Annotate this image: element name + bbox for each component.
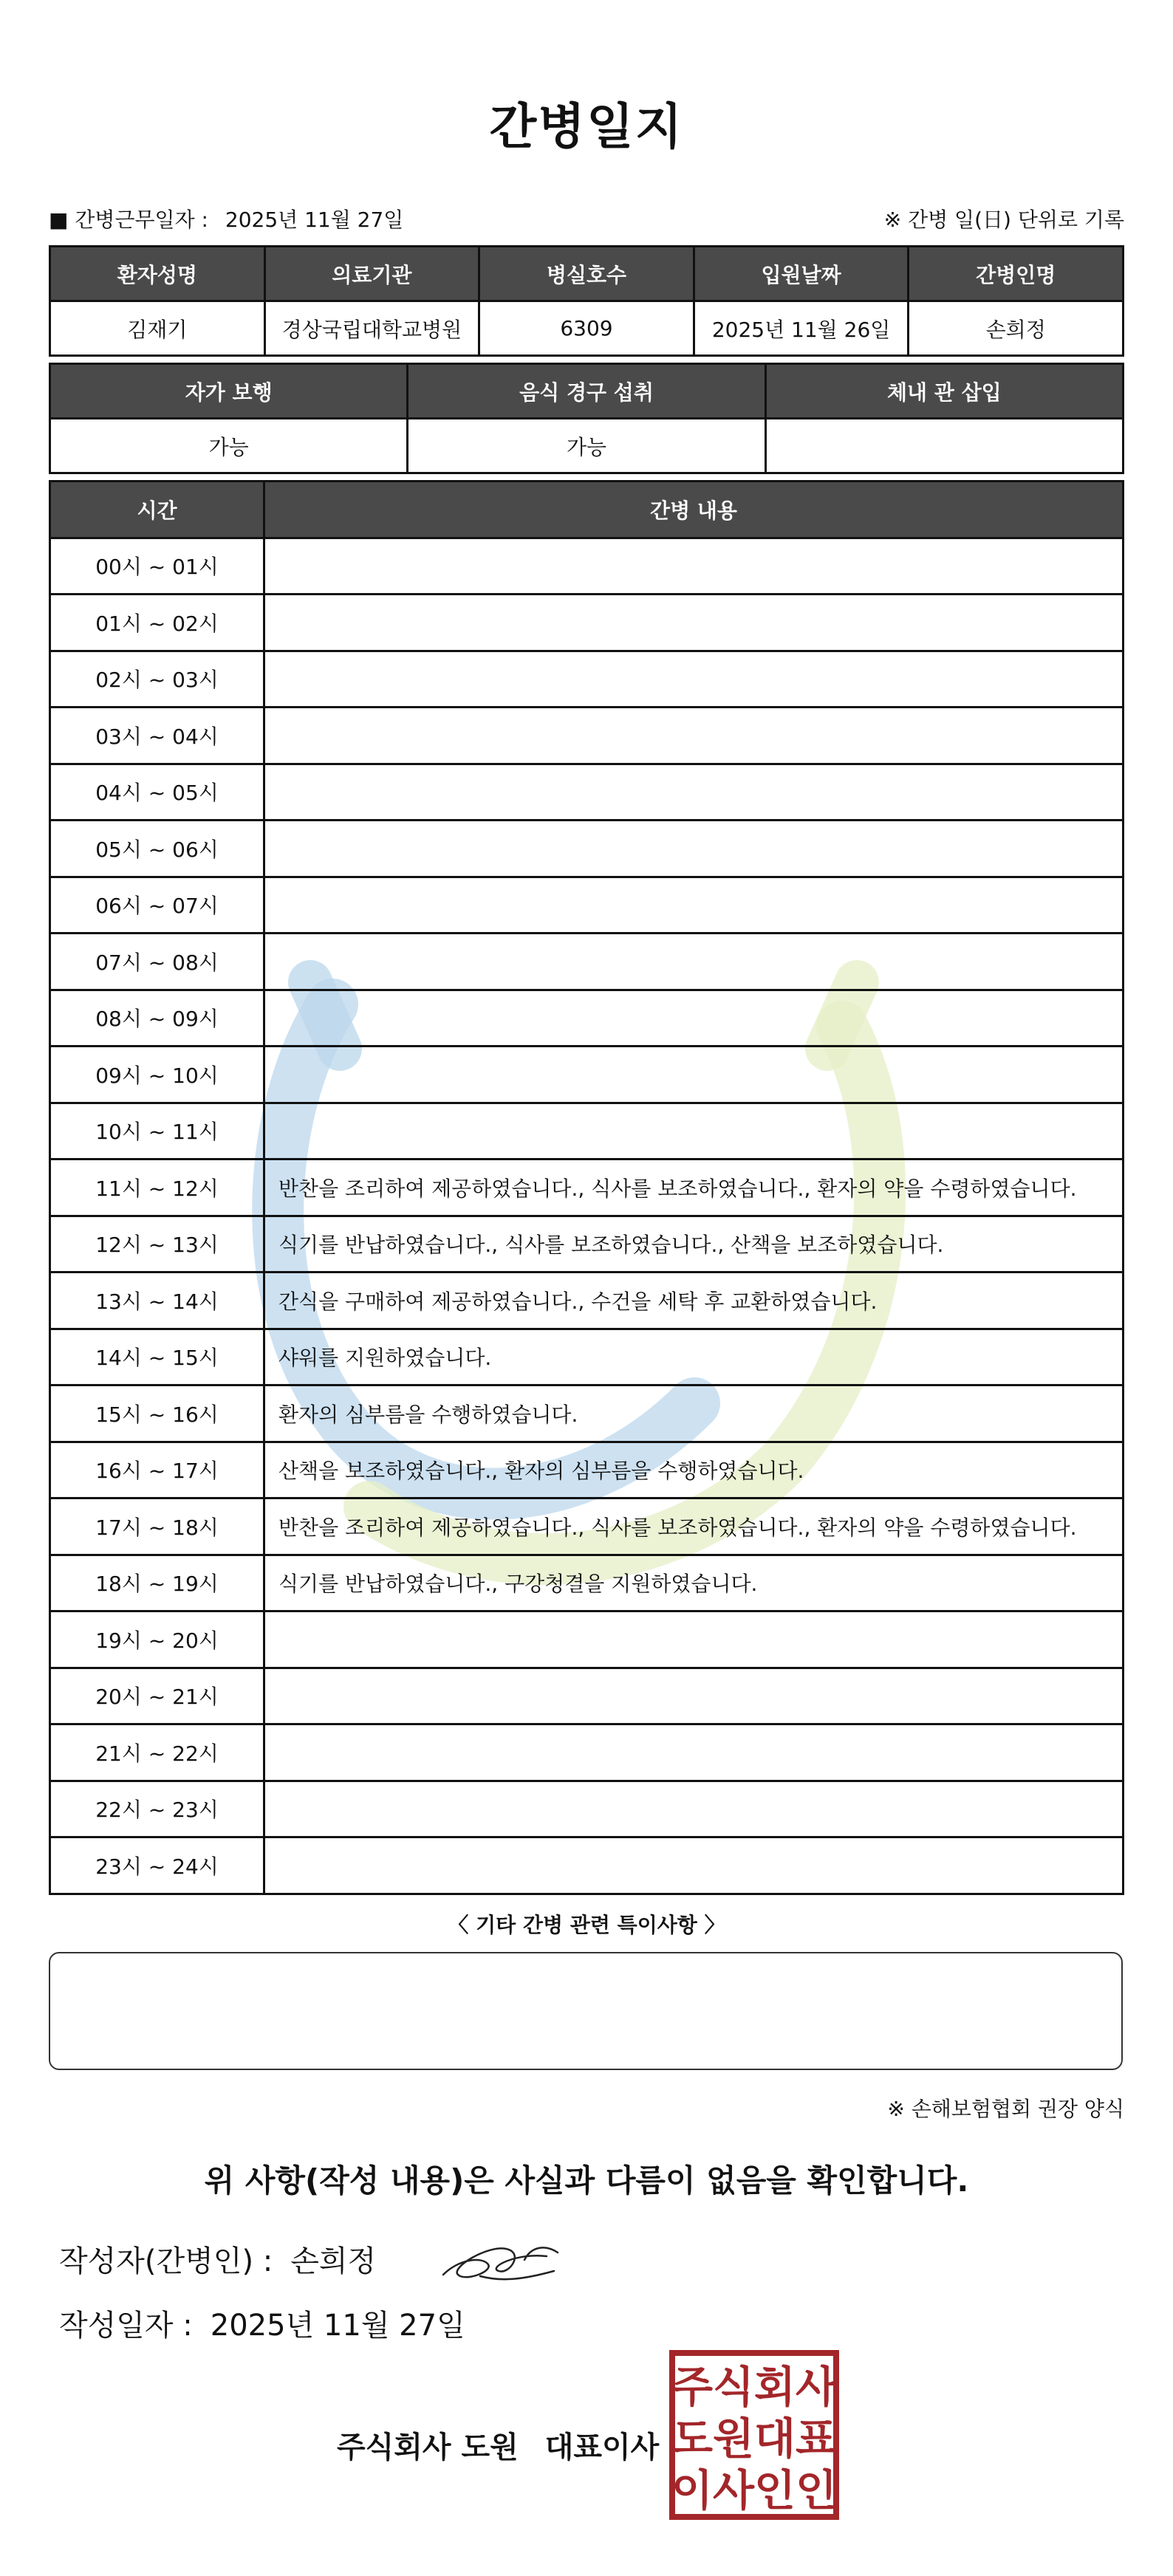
patient-name: 김재기	[50, 301, 265, 356]
time-slot: 05시 ~ 06시	[50, 821, 264, 877]
care-content: 식기를 반납하였습니다., 식사를 보조하였습니다., 산책을 보조하였습니다.	[264, 1216, 1124, 1272]
care-content	[264, 1046, 1124, 1103]
header-hospital: 의료기관	[264, 247, 479, 301]
care-content	[264, 990, 1124, 1046]
time-slot: 10시 ~ 11시	[50, 1103, 264, 1159]
care-log-row	[50, 934, 1124, 990]
care-content	[264, 1668, 1124, 1724]
patient-info-value-row	[50, 301, 1124, 356]
time-slot: 03시 ~ 04시	[50, 708, 264, 764]
time-slot: 04시 ~ 05시	[50, 764, 264, 821]
company-seal	[669, 2350, 839, 2520]
writer-name: 손희정	[290, 2244, 377, 2278]
time-slot: 12시 ~ 13시	[50, 1216, 264, 1272]
self-walking-value: 가능	[50, 419, 408, 473]
care-log-row	[50, 1385, 1124, 1442]
patient-info-header-row	[50, 247, 1124, 301]
time-slot: 21시 ~ 22시	[50, 1724, 264, 1781]
svg-text:주식회사: 주식회사	[671, 2362, 838, 2412]
care-content	[264, 708, 1124, 764]
care-log-header-row	[50, 482, 1124, 538]
care-log-row	[50, 1272, 1124, 1329]
confirmation-statement: 위 사항(작성 내용)은 사실과 다름이 없음을 확인합니다.	[204, 2162, 969, 2199]
care-log-row	[50, 1555, 1124, 1611]
care-log-body	[50, 538, 1124, 1894]
hospital-name: 경상국립대학교병원	[264, 301, 479, 356]
writer-line	[59, 2238, 376, 2280]
time-slot: 16시 ~ 17시	[50, 1442, 264, 1498]
care-log-table	[49, 480, 1124, 1895]
care-log-row	[50, 1216, 1124, 1272]
care-log-row	[50, 1159, 1124, 1216]
written-date-value: 2025년 11월 27일	[210, 2309, 465, 2343]
care-content: 반찬을 조리하여 제공하였습니다., 식사를 보조하였습니다., 환자의 약을 수령하였습니다.	[264, 1498, 1124, 1555]
time-slot: 19시 ~ 20시	[50, 1611, 264, 1668]
care-content	[264, 595, 1124, 651]
status-header-row	[50, 364, 1124, 419]
time-slot: 17시 ~ 18시	[50, 1498, 264, 1555]
care-content	[264, 1103, 1124, 1159]
care-log-row	[50, 1498, 1124, 1555]
care-content	[264, 1724, 1124, 1781]
care-log-row	[50, 1724, 1124, 1781]
time-slot: 00시 ~ 01시	[50, 538, 264, 595]
tube-insertion-value	[765, 419, 1123, 473]
caregiver-signature	[436, 2230, 561, 2289]
company-name: 주식회사 도원	[337, 2431, 519, 2464]
care-log-row	[50, 1611, 1124, 1668]
header-oral-intake: 음식 경구 섭취	[408, 364, 765, 419]
svg-text:이사인인: 이사인인	[671, 2465, 838, 2515]
association-note: ※ 손해보험협회 권장 양식	[887, 2097, 1124, 2121]
header-care-content: 간병 내용	[264, 482, 1124, 538]
time-slot: 20시 ~ 21시	[50, 1668, 264, 1724]
time-slot: 09시 ~ 10시	[50, 1046, 264, 1103]
header-self-walking: 자가 보행	[50, 364, 408, 419]
time-slot: 02시 ~ 03시	[50, 651, 264, 708]
care-log-row	[50, 1781, 1124, 1837]
written-date-line	[59, 2302, 465, 2344]
svg-text:도원대표: 도원대표	[671, 2414, 838, 2464]
remarks-title: 〈 기타 간병 관련 특이사항 〉	[448, 1913, 725, 1937]
care-content	[264, 1611, 1124, 1668]
header-admission-date: 입원날짜	[694, 247, 909, 301]
status-value-row	[50, 419, 1124, 473]
header-room-number: 병실호수	[479, 247, 694, 301]
written-date-label: 작성일자 :	[59, 2309, 193, 2343]
care-log-row	[50, 1668, 1124, 1724]
care-content: 환자의 심부름을 수행하였습니다.	[264, 1385, 1124, 1442]
care-log-row	[50, 595, 1124, 651]
care-content	[264, 1837, 1124, 1894]
caregiver-name: 손희정	[909, 301, 1124, 356]
care-content: 간식을 구매하여 제공하였습니다., 수건을 세탁 후 교환하였습니다.	[264, 1272, 1124, 1329]
care-content: 반찬을 조리하여 제공하였습니다., 식사를 보조하였습니다., 환자의 약을 수령하였습니다.	[264, 1159, 1124, 1216]
care-content: 식기를 반납하였습니다., 구강청결을 지원하였습니다.	[264, 1555, 1124, 1611]
admission-date: 2025년 11월 26일	[694, 301, 909, 356]
time-slot: 11시 ~ 12시	[50, 1159, 264, 1216]
care-log-row	[50, 877, 1124, 934]
time-slot: 06시 ~ 07시	[50, 877, 264, 934]
record-unit-note: ※ 간병 일(日) 단위로 기록	[883, 208, 1124, 232]
time-slot: 18시 ~ 19시	[50, 1555, 264, 1611]
time-slot: 23시 ~ 24시	[50, 1837, 264, 1894]
care-date	[49, 204, 403, 233]
time-slot: 01시 ~ 02시	[50, 595, 264, 651]
care-content	[264, 821, 1124, 877]
header-patient-name: 환자성명	[50, 247, 265, 301]
care-log-row	[50, 1442, 1124, 1498]
time-slot: 08시 ~ 09시	[50, 990, 264, 1046]
writer-label: 작성자(간병인) :	[59, 2244, 273, 2278]
company-representative: 대표이사	[544, 2431, 660, 2464]
time-slot: 07시 ~ 08시	[50, 934, 264, 990]
time-slot: 22시 ~ 23시	[50, 1781, 264, 1837]
header-tube-insertion: 체내 관 삽입	[765, 364, 1123, 419]
care-content	[264, 1781, 1124, 1837]
remarks-box	[49, 1952, 1123, 2070]
care-log-row	[50, 764, 1124, 821]
care-log-row	[50, 1103, 1124, 1159]
company-line	[337, 2424, 659, 2466]
time-slot: 15시 ~ 16시	[50, 1385, 264, 1442]
patient-info-table	[49, 245, 1124, 357]
oral-intake-value: 가능	[408, 419, 765, 473]
care-content: 산책을 보조하였습니다., 환자의 심부름을 수행하였습니다.	[264, 1442, 1124, 1498]
care-content	[264, 764, 1124, 821]
care-log-row	[50, 708, 1124, 764]
time-slot: 14시 ~ 15시	[50, 1329, 264, 1385]
care-log-row	[50, 651, 1124, 708]
care-log-row	[50, 538, 1124, 595]
care-content	[264, 651, 1124, 708]
care-log-row	[50, 1837, 1124, 1894]
header-caregiver-name: 간병인명	[909, 247, 1124, 301]
document-title: 간병일지	[489, 98, 684, 155]
patient-status-table	[49, 363, 1124, 474]
care-date-value: 2025년 11월 27일	[225, 208, 404, 232]
room-number: 6309	[479, 301, 694, 356]
care-log-row	[50, 990, 1124, 1046]
time-slot: 13시 ~ 14시	[50, 1272, 264, 1329]
care-date-label: ■ 간병근무일자 :	[49, 208, 208, 232]
care-log-row	[50, 821, 1124, 877]
care-content	[264, 877, 1124, 934]
care-log-row	[50, 1046, 1124, 1103]
care-content: 샤워를 지원하였습니다.	[264, 1329, 1124, 1385]
header-time: 시간	[50, 482, 264, 538]
care-log-row	[50, 1329, 1124, 1385]
care-content	[264, 538, 1124, 595]
care-content	[264, 934, 1124, 990]
